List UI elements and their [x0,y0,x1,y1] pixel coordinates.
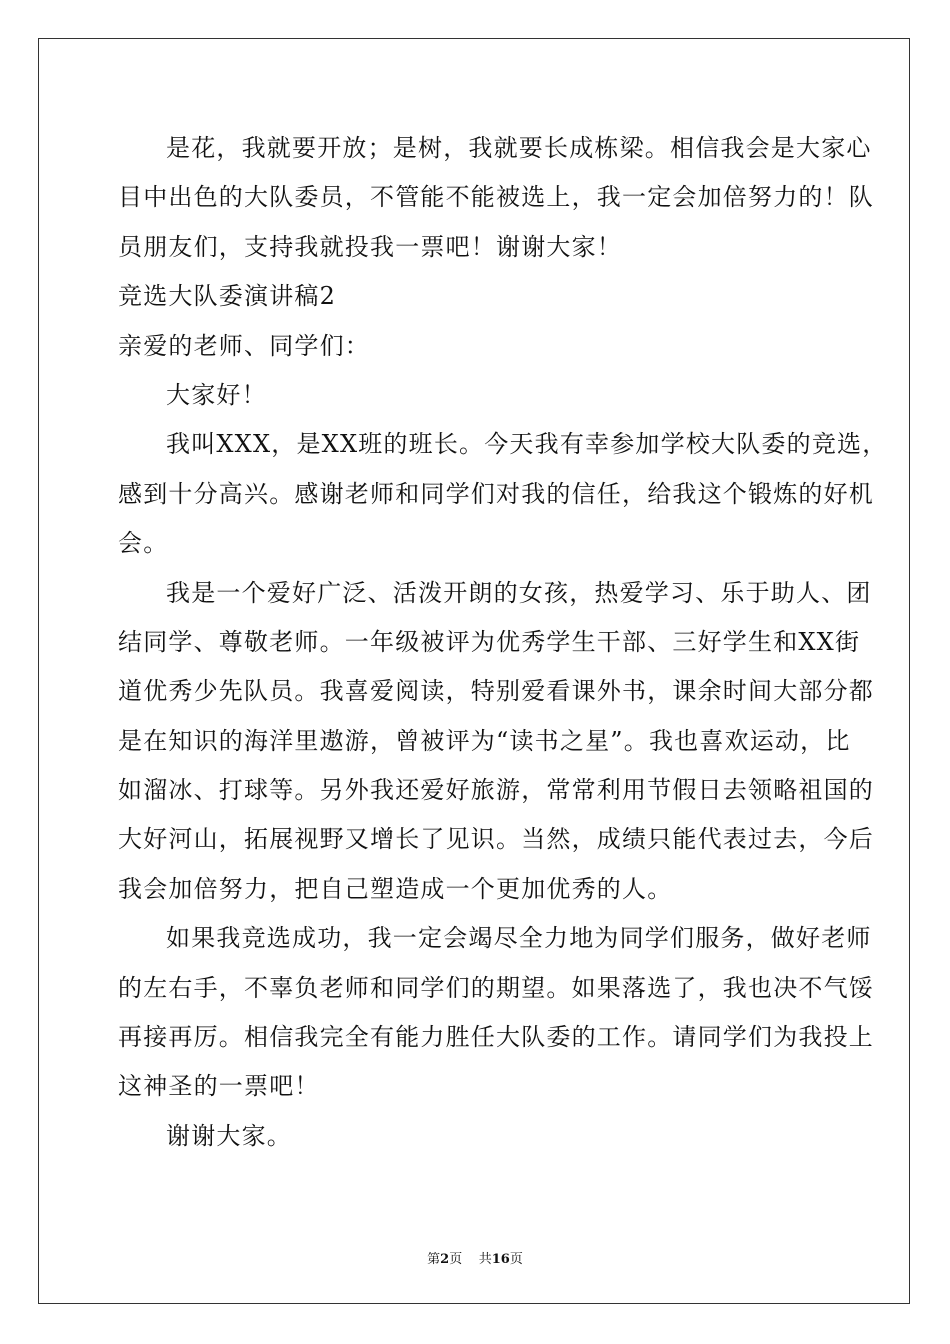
text-line: 员朋友们，支持我就投我一票吧！谢谢大家！ [118,232,622,261]
page-prefix: 第 [427,1252,441,1267]
salutation-text: 亲爱的老师、同学们： [118,331,370,360]
closing [118,1112,838,1161]
paragraph [118,124,874,272]
document-body [118,124,888,1161]
paragraph [118,569,874,915]
text-line: 会。 [118,529,169,558]
section-title-text: 竞选大队委演讲稿2 [118,282,337,311]
page-number: 2 [440,1252,450,1267]
text-line: 我是一个爱好广泛、活泼开朗的女孩，热爱学习、乐于助人、团 [166,578,872,607]
text-line: 感到十分高兴。感谢老师和同学们对我的信任，给我这个锻炼的好机 [118,479,874,508]
text-line: 的左右手，不辜负老师和同学们的期望。如果落选了，我也决不气馁 [118,973,874,1002]
paragraph [118,371,838,420]
text-line: 再接再厉。相信我完全有能力胜任大队委的工作。请同学们为我投上 [118,1023,874,1052]
page-suffix: 页 [449,1252,463,1267]
text-line: 道优秀少先队员。我喜爱阅读，特别爱看课外书，课余时间大部分都 [118,677,874,706]
text-line: 是花，我就要开放；是树，我就要长成栋梁。相信我会是大家心 [166,134,872,162]
text-line: 大好河山，拓展视野又增长了见识。当然，成绩只能代表过去，今后 [118,825,874,854]
text-line: 结同学、尊敬老师。一年级被评为优秀学生干部、三好学生和XX街 [118,627,861,656]
text-line: 我叫XXX，是XX班的班长。今天我有幸参加学校大队委的竞选， [166,430,888,459]
text-line: 大家好！ [166,380,267,409]
text-line: 这神圣的一票吧！ [118,1072,320,1101]
text-line: 如果我竞选成功，我一定会竭尽全力地为同学们服务，做好老师 [166,924,872,953]
paragraph [118,914,874,1112]
text-line: 是在知识的海洋里遨游，曾被评为“读书之星”。我也喜欢运动，比 [118,726,851,755]
section-title [118,272,838,321]
total-pages: 16 [491,1252,510,1267]
total-suffix: 页 [509,1252,523,1267]
text-line: 如溜冰、打球等。另外我还爱好旅游，常常利用节假日去领略祖国的 [118,776,874,805]
text-line: 目中出色的大队委员，不管能不能被选上，我一定会加倍努力的！队 [118,183,874,212]
closing-text: 谢谢大家。 [166,1121,292,1150]
text-line: 我会加倍努力，把自己塑造成一个更加优秀的人。 [118,874,673,903]
page-footer [0,1248,950,1267]
paragraph [118,420,888,568]
salutation [118,322,838,371]
total-prefix: 共 [478,1252,492,1267]
